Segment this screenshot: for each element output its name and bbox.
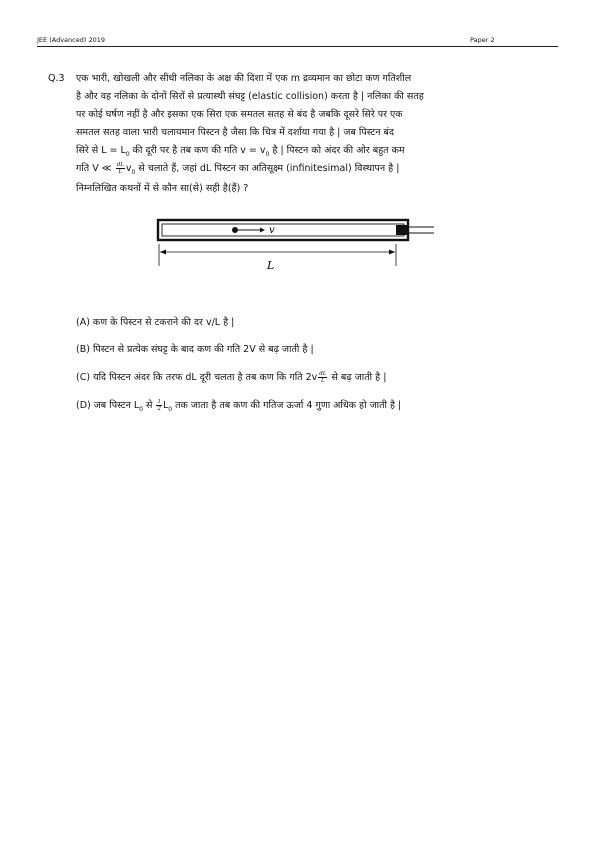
line5-part-a: सिरे से L = L	[76, 145, 126, 156]
piston-head	[396, 225, 408, 235]
page-header	[37, 36, 558, 47]
option-d-part-a: (D) जब पिस्टन L	[76, 400, 140, 411]
option-c-part-a: (C) यदि पिस्टन अंदर कि तरफ dL दूरी चलता है तब कण कि गति 2v	[76, 372, 318, 383]
tube-inner	[162, 224, 404, 236]
subscript: 0	[139, 405, 143, 413]
line5-part-c: है | पिस्टन को अंदर की ओर बहुत कम	[269, 145, 405, 156]
option-d-part-d: तक जाता है तब कण की गतिज ऊर्जा 4 गुणा अधिक हो जाती है |	[172, 400, 402, 411]
length-label: L	[267, 259, 275, 272]
subscript: 0	[168, 405, 173, 413]
velocity-arrowhead	[260, 228, 265, 233]
tube-body	[158, 220, 408, 240]
question-number: Q.3	[48, 73, 65, 84]
fraction	[156, 399, 162, 412]
line5-part-b: की दूरी पर है तब कण की गति v = v	[129, 145, 266, 156]
option-c	[76, 370, 386, 384]
question-line-3: पर कोई घर्षण नहीं है और इसका एक सिरा एक समतल सतह से बंद है जबकि दूसरे सिरे पर एक	[76, 109, 403, 120]
dim-arrow-right	[389, 250, 395, 255]
option-a: (A) कण के पिस्टन से टकराने की दर v/L है |	[76, 317, 235, 328]
line6-part-c: से चलाते हैं, जहां dL पिस्टन का अतिसूक्ष्म (infinitesimal) विस्थापन है |	[135, 163, 400, 174]
tube-piston-diagram	[150, 214, 440, 274]
subscript: 0	[265, 150, 270, 158]
question-line-1: एक भारी, खोखली और सीधी नलिका के अक्ष की दिशा में एक m द्रव्यमान का छोटा कण गतिशील	[76, 73, 412, 84]
fraction	[116, 162, 125, 175]
velocity-label: v	[269, 225, 275, 236]
subscript: 0	[131, 168, 136, 176]
denominator: L	[321, 378, 325, 384]
numerator: dL	[319, 371, 327, 377]
paper-label: Paper 2	[470, 36, 495, 44]
option-b: (B) पिस्टन से प्रत्येक संघट्ट के बाद कण की गति 2V से बढ़ जाती है |	[76, 344, 314, 355]
option-d-part-c: L	[162, 400, 169, 411]
line6-part-b: v	[125, 163, 132, 174]
denominator: 2	[157, 406, 161, 412]
option-c-part-b: से बढ़ जाती है |	[328, 372, 387, 383]
dim-arrow-left	[160, 250, 166, 255]
line6-part-a: गति V ≪	[76, 163, 115, 174]
option-d	[76, 398, 401, 413]
denominator: L	[118, 169, 123, 175]
exam-title: JEE (Advanced) 2019	[37, 36, 105, 44]
question-line-7: निम्नलिखित कथनों में से कौन सा(से) सही है(हैं) ?	[76, 183, 249, 194]
particle	[232, 227, 238, 233]
question-line-4: समतल सतह वाला भारी चलायमान पिस्टन है जैसा कि चित्र में दर्शाया गया है | जब पिस्टन बंद	[76, 127, 394, 138]
numerator: dL	[116, 162, 124, 168]
question-line-6	[76, 160, 526, 181]
fraction	[318, 371, 327, 384]
numerator: 1	[157, 399, 161, 405]
question-line-2: है और वह नलिका के दोनों सिरों से प्रत्यास्थी संघट्ट (elastic collision) करता है | नलिका की सतह	[76, 91, 424, 102]
option-d-part-b: से	[143, 400, 156, 411]
subscript: 0	[125, 150, 130, 158]
